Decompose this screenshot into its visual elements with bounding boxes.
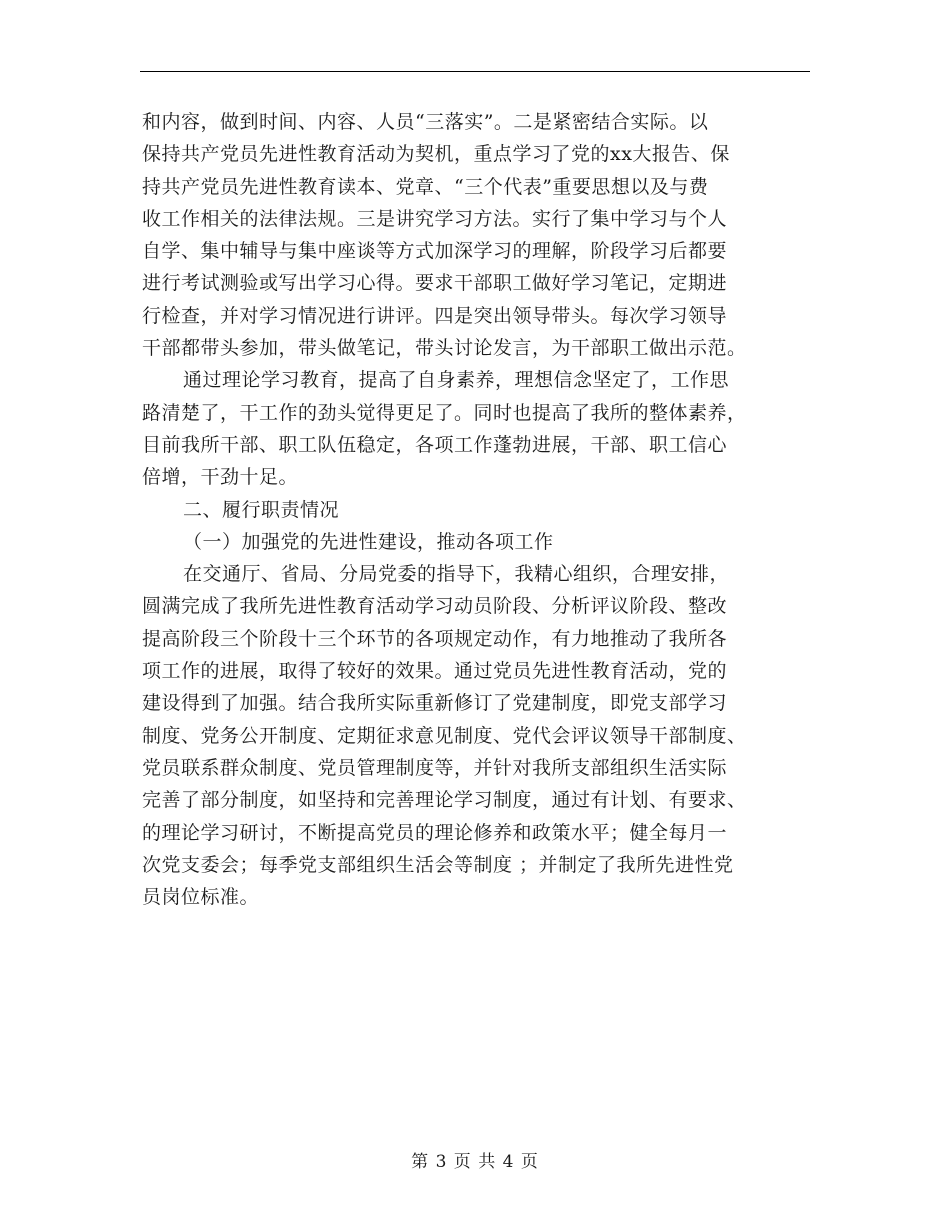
text-line: 行检查，并对学习情况进行讲评。四是突出领导带头。每次学习领导 (142, 304, 728, 327)
text-line: 项工作的进展，取得了较好的效果。通过党员先进性教育活动，党的 (142, 660, 728, 683)
text-line: 提高阶段三个阶段十三个环节的各项规定动作，有力地推动了我所各 (142, 627, 728, 650)
text-line: 在交通厅、省局、分局党委的指导下，我精心组织，合理安排， (183, 563, 730, 586)
text-line: 路清楚了，干工作的劲头觉得更足了。同时也提高了我所的整体素养， (142, 401, 747, 424)
text-line: （一）加强党的先进性建设，推动各项工作 (183, 530, 554, 553)
text-line: 员岗位标准。 (142, 886, 260, 909)
header-rule (140, 71, 810, 72)
text-line: 收工作相关的法律法规。三是讲究学习方法。实行了集中学习与个人 (142, 207, 728, 230)
text-line: 的理论学习研讨，不断提高党员的理论修养和政策水平；健全每月一 (142, 821, 728, 844)
text-line: 倍增，干劲十足。 (142, 466, 299, 489)
text-line: 目前我所干部、职工队伍稳定，各项工作蓬勃进展，干部、职工信心 (142, 433, 728, 456)
text-line: 持共产党员先进性教育读本、党章、“三个代表”重要思想以及与费 (142, 175, 709, 198)
text-line: 干部都带头参加，带头做笔记，带头讨论发言，为干部职工做出示范。 (142, 337, 747, 360)
page-footer: 第 3 页 共 4 页 (411, 1152, 539, 1172)
text-line: 二、履行职责情况 (183, 498, 340, 521)
text-line: 建设得到了加强。结合我所实际重新修订了党建制度，即党支部学习 (142, 692, 728, 715)
text-line: 圆满完成了我所先进性教育活动学习动员阶段、分析评议阶段、整改 (142, 595, 728, 618)
text-line: 次党支委会；每季党支部组织生活会等制度 ；并制定了我所先进性党 (142, 853, 734, 876)
text-line: 制度、党务公开制度、定期征求意见制度、党代会评议领导干部制度、 (142, 724, 747, 747)
text-line: 党员联系群众制度、党员管理制度等，并针对我所支部组织生活实际 (142, 756, 728, 779)
text-line: 通过理论学习教育，提高了自身素养，理想信念坚定了，工作思 (183, 369, 730, 392)
text-line: 保持共产党员先进性教育活动为契机，重点学习了党的xx大报告、保 (142, 143, 730, 166)
text-line: 完善了部分制度，如坚持和完善理论学习制度，通过有计划、有要求、 (142, 789, 747, 812)
document-body (142, 106, 810, 913)
text-line: 进行考试测验或写出学习心得。要求干部职工做好学习笔记，定期进 (142, 272, 728, 295)
text-line: 自学、集中辅导与集中座谈等方式加深学习的理解，阶段学习后都要 (142, 240, 728, 263)
text-line: 和内容，做到时间、内容、人员“三落实”。二是紧密结合实际。以 (142, 111, 709, 133)
